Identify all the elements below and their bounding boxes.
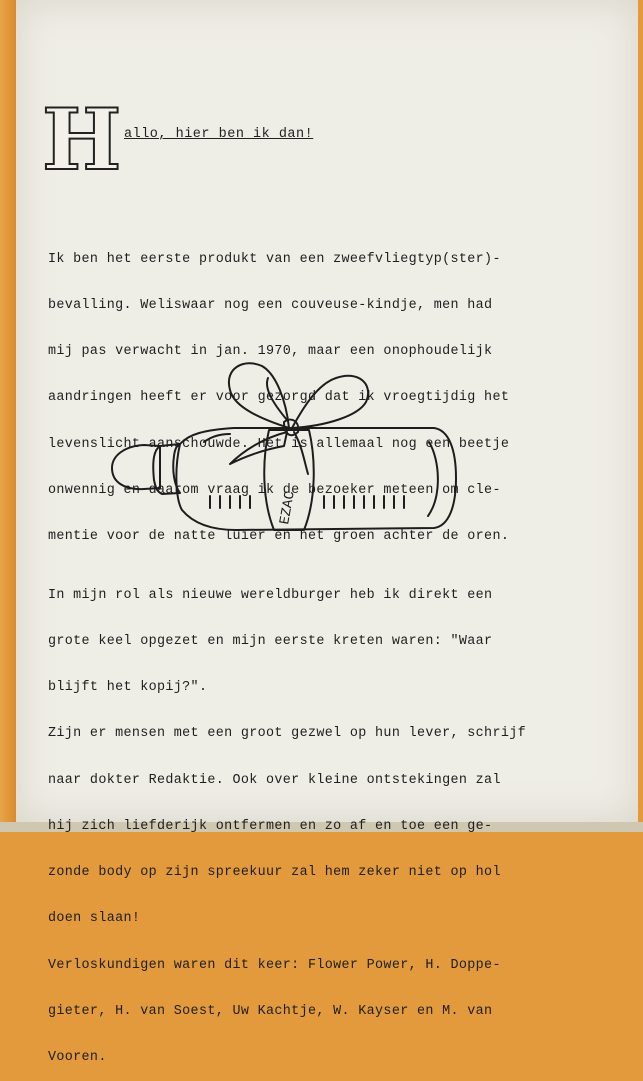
text-line: doen slaan! xyxy=(48,911,141,927)
decorative-initial: H xyxy=(42,90,122,189)
text-line: gieter, H. van Soest, Uw Kachtje, W. Kayser en M. van xyxy=(48,1003,493,1019)
text-line: levenslicht aanschouwde. Het is allemaal nog een beetje xyxy=(48,436,510,452)
text-line: mentie voor de natte luier en het groen achter de oren. xyxy=(48,529,510,545)
bow-tail-right xyxy=(294,432,308,474)
text-line: onwennig en daarom vraag ik de bezoeker meteen om cle- xyxy=(48,482,501,498)
bow-right-loop xyxy=(292,376,368,428)
text-line: In mijn rol als nieuwe wereldburger heb ik direkt een xyxy=(48,587,493,603)
text-line: Ik ben het eerste produkt van een zweefvliegtyp(ster)- xyxy=(48,251,501,267)
heading: allo, hier ben ik dan! xyxy=(124,127,314,142)
text-line: zonde body op zijn spreekuur zal hem zeker niet op hol xyxy=(48,865,501,881)
text-line: grote keel opgezet en mijn eerste kreten waren: "Waar xyxy=(48,634,493,650)
bottle-shading xyxy=(428,442,438,516)
ribbon-label: EZAC xyxy=(277,489,299,526)
baby-bottle-with-bow-icon xyxy=(104,350,464,540)
bow-tail-left xyxy=(230,432,287,464)
bottle-body xyxy=(176,428,456,530)
text-line: mij pas verwacht in jan. 1970, maar een onophoudelijk xyxy=(48,344,493,360)
bottle-shading xyxy=(204,434,230,442)
text-line: aandringen heeft er voor gezorgd dat ik vroegtijdig het xyxy=(48,390,510,406)
text-line: Zijn er mensen met een groot gezwel op hun lever, schrijf xyxy=(48,726,526,742)
text-line: hij zich liefderijk ontfermen en zo af en toe een ge- xyxy=(48,818,493,834)
folder-edge xyxy=(0,0,16,832)
text-line: Verloskundigen waren dit keer: Flower Power, H. Doppe- xyxy=(48,957,501,973)
paragraph-body xyxy=(48,557,526,1081)
text-line: bevalling. Weliswaar nog een couveuse-kindje, men had xyxy=(48,298,493,314)
text-line: naar dokter Redaktie. Ook over kleine ontstekingen zal xyxy=(48,772,501,788)
text-line: Vooren. xyxy=(48,1050,107,1065)
text-line: blijft het kopij?". xyxy=(48,680,208,696)
bow-left-loop xyxy=(229,363,289,428)
